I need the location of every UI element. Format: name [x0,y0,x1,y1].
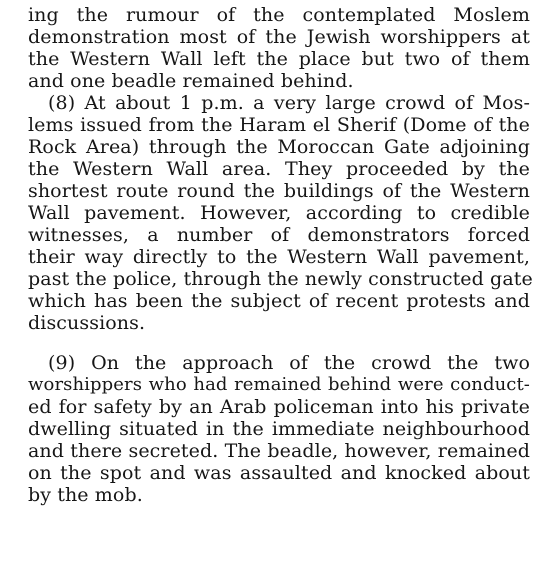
text-line: the Western Wall left the place but two of them [28,48,530,70]
text-line: on the spot and was assaulted and knocked about [28,462,530,484]
text-line: lems issued from the Haram el Sherif (Dome of the [28,114,530,136]
text-line: and there secreted. The beadle, however, remained [28,440,530,462]
text-line: (9) On the approach of the crowd the two [48,352,530,374]
text-line: ing the rumour of the contemplated Moslem [28,4,530,26]
text-line: shortest route round the buildings of the Western [28,180,530,202]
text-line: which has been the subject of recent protests and [28,290,530,312]
text-line: (8) At about 1 p.m. a very large crowd of Mos- [48,92,530,114]
text-line: by the mob. [28,484,143,506]
paragraph-gap [28,334,530,352]
text-line: witnesses, a number of demonstrators forced [28,224,530,246]
text-line: past the police, through the newly constructed gate [28,268,533,290]
text-line: discussions. [28,312,146,334]
text-line: their way directly to the Western Wall pavement, [28,246,530,268]
text-line: worshippers who had remained behind were conduct- [28,374,530,395]
text-line: dwelling situated in the immediate neighbourhood [28,418,530,440]
text-line: the Western Wall area. They proceeded by the [28,158,530,180]
paragraph-8 [28,92,533,334]
paragraph-9 [28,352,530,506]
text-line: Wall pavement. However, according to credible [28,202,530,224]
text-line: and one beadle remained behind. [28,70,354,92]
text-line: demonstration most of the Jewish worshippers at [28,26,530,48]
text-line: Rock Area) through the Moroccan Gate adjoining [28,136,530,158]
paragraph-continued [28,4,530,92]
text-line: ed for safety by an Arab policeman into his private [28,396,530,418]
